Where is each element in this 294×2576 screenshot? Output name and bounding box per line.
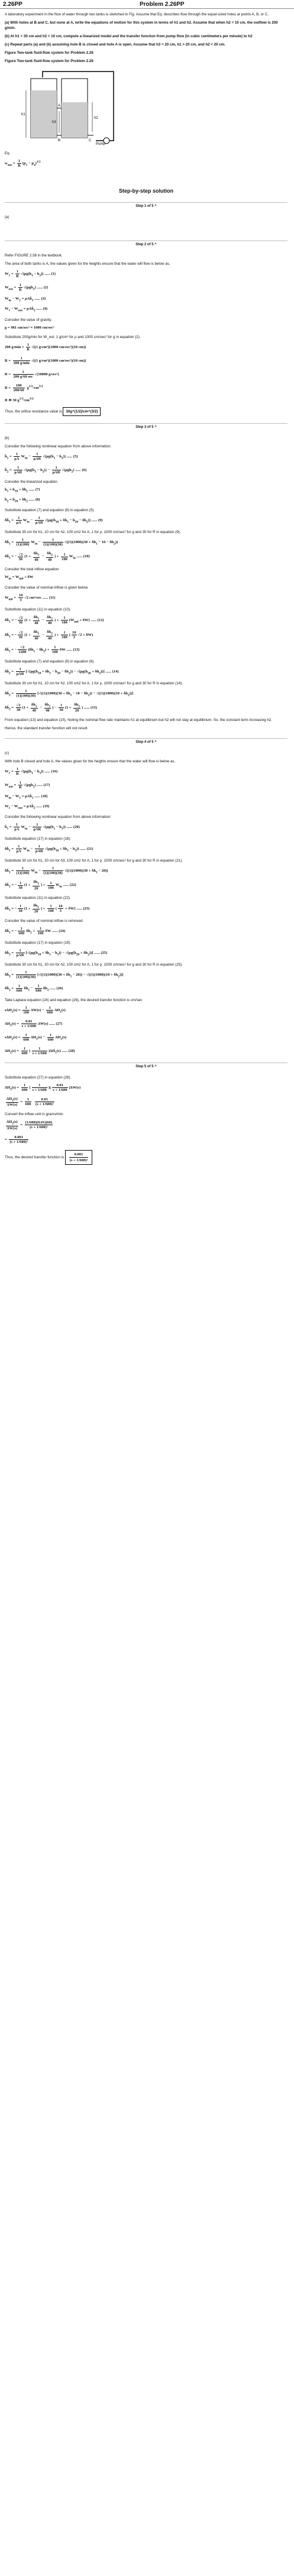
eq-r1: 200 g/min = $\frac{1}{R}$ √((1 g/cm³)(1000 cm/sec²)(10 cm)) xyxy=(5,342,86,352)
step-1-text: (a) xyxy=(5,215,9,219)
eq-29: $\Delta H_2(s)$ = $\frac{1}{600}$ ( $\frac{1}{s + 1/600}$ )( $\frac{0.01}{s + 1/600}$ )ΔW(s) xyxy=(5,1083,81,1093)
step-5-p2: Convert the inflow unit in grams/min. xyxy=(5,1112,64,1117)
top-bar xyxy=(0,0,294,9)
step-4-label: Step 4 of 5 ^ xyxy=(135,740,157,744)
step-3-p8: Substitute equation (7) and equation (8) in equation (6). xyxy=(5,659,95,664)
problem-part-a: (a) With holes at B and C, but none at A, write the equations of motion for this system in terms of h1 and h2. Assume that when h2 = 10 cm, the outflow is 200 g/min. xyxy=(5,21,278,30)
step-4-header[interactable] xyxy=(5,738,287,747)
step-2-p5: Thus, the orifice resistance value is 30g^(1/2)/cm^(3/2) xyxy=(5,407,287,416)
step-4-p1: With hole B closed and hole A, the values given for the heights ensure that the water will flow is below as, xyxy=(5,759,176,764)
step-2-answer: 30g^(1/2)/cm^(3/2) xyxy=(63,407,101,416)
page-content xyxy=(5,12,287,1172)
label-h1: h1 xyxy=(21,113,25,116)
eq-19: $W_1 - W_{out}$ = ρAḣ$_2$ ...... (19) xyxy=(5,804,50,810)
eq-r4: R = $\frac{100}{200/60}$ $g^{1/2}/cm^{3/2}$ xyxy=(5,383,43,392)
eq-22: δḣ$_1$ = − $\frac{1}{30}$ (1 + $\frac{\delta h_1}{20}$ ) + $\frac{1}{100}$ $W_{in}$ ...... (22) xyxy=(5,880,76,891)
eq-25: δḣ$_2$ = $\frac{1}{\text{ρAR}}$ $[√(\rho g(h_{10} + \delta h_1 - h_3)) - √(\rho g(h_{20} + \delta h_2))]$ ...... (25) xyxy=(5,948,108,958)
two-tank-diagram xyxy=(7,67,128,147)
step-2-p2: The area of both tanks is A, the values given for the heights ensure that the water will flow is below as, xyxy=(5,262,170,266)
eq-30: $\frac{\Delta H_2(s)}{\Delta W(s)}$ = $\frac{1}{600}$ $\frac{0.01}{\text{(s + 1/600)²}}$ xyxy=(7,1097,54,1107)
step-4-p5: Substitute equation (11) in equation (22). xyxy=(5,895,71,900)
label-h2: h2 xyxy=(94,116,98,120)
step-2-header[interactable] xyxy=(5,241,287,249)
step-3-p6: Consider the value of nominal inflow is given below. xyxy=(5,585,89,590)
eq-21: δḣ$_1$ = $\frac{1}{\rho A}$ $W_{in}$ − $\frac{1}{\text{ρAR}}$ $√(\rho g(h_{10} + \delta h_1 - h_3))$ ...... (21) xyxy=(5,844,93,854)
label-b: B xyxy=(58,139,61,142)
step-4-p2: Consider the following nonlinear equation from above information: xyxy=(5,815,112,820)
eq-12: δḣ$_1$ = − $\frac{√2}{30}$ (1 + $\frac{\delta h_1}{40}$ − $\frac{\delta h_2}{40}$ ) + $\frac{1}{100}$ $(W_{in0} + \delta W)$ ...... (12) xyxy=(5,615,104,626)
eq-32: = $\frac{0.001}{\text{(s + 1/600)²}}$ xyxy=(5,1135,28,1144)
eq-12a: δḣ$_1$ = − $\frac{√2}{30}$ (1 + $\frac{\delta h_1}{40}$ − $\frac{\delta h_2}{40}$ ) + $\frac{1}{100}$ ( $\frac{10}{3}$ √2 + δW) xyxy=(5,630,93,641)
eq-8: $h_2 = h_{20} + \delta h_2$ ...... (8) xyxy=(5,498,40,503)
eq-20: ḣ$_1$ = $\frac{1}{\rho A}$ $W_{in}$ − $\frac{1}{\text{ρAR}}$ $√(\rho g(h_1 - h_3))$ ...... (20) xyxy=(5,823,80,832)
eq-6: ḣ$_2$ = $\frac{1}{\text{ρAR}}$ $√(\rho g(h_1 - h_2))$ − $\frac{1}{\text{ρAR}}$ √(ρgh$_2$) ...... (6) xyxy=(5,465,87,475)
step-3-p2: Consider the linearized equation. xyxy=(5,479,59,484)
eq-10: δḣ$_1$ = − $\frac{√2}{30}$ (1 + $\frac{\delta h_1}{40}$ − $\frac{\delta h_2}{40}$ ) + $\frac{1}{100}$ $W_{in}$ ...... (10) xyxy=(5,551,90,562)
step-3-p5: Consider the total inflow equation xyxy=(5,567,59,571)
step-4-p8: Substitute 30 cm for h1, 20 cm for h2, 100 cm2 for A, 1 for ρ, 1000 cm/sec² for g and 30 for R in equation (25). xyxy=(5,963,183,967)
eq-7: $h_1 = h_{10} + \delta h_1$ ...... (7) xyxy=(5,487,40,493)
step-1-header[interactable] xyxy=(5,202,287,211)
eq-18: $W_{in} - W_1$ = ρAḣ$_1$ ...... (18) xyxy=(5,794,48,800)
eq-r3: R = $\frac{1}{200 g/60 \sec}$ √(10000 g/sec²) xyxy=(5,369,59,379)
eq-21a: δḣ$_1$ = $\frac{1}{(1)(100)}$ $W_{in}$ − $\frac{1}{(1)(100)(30)}$ $√((1)(1000)(30 + \delta h_1 - 20))$ xyxy=(5,866,108,876)
figure-caption: Figure Two-tank fluid-flow system for Problem 2.26 xyxy=(5,51,93,55)
step-3-p1: Consider the following nonlinear equation from above information: xyxy=(5,444,112,449)
problem-part-b: (b) At h1 = 30 cm and h2 = 10 cm, compute a linearized model and the transfer function from pump flow (in cubic centimeters per minute) to h2 xyxy=(5,34,253,38)
eq-9: δḣ$_1$ = $\frac{1}{\rho A}$ $W_{in}$ − $\frac{1}{\text{ρAR}}$ $√(\rho g(h_{10} + \delta h_1 - h_{20} - \delta h_2))$ ...... (9) xyxy=(5,516,103,525)
eq-15: δḣ$_2$ = $\frac{√2}{30}$ (1 + $\frac{\delta h_1}{40}$ − $\frac{\delta h_2}{40}$ ) − $\frac{1}{30}$ (1 + $\frac{\delta h_2}{20}$ ) ...... (15) xyxy=(5,702,97,713)
label-c: C xyxy=(89,139,92,142)
pump-label: Pump xyxy=(96,142,105,146)
problem-title: Problem 2.26PP xyxy=(140,1,185,8)
step-3-p7: Substitute equation (11) in equation (10). xyxy=(5,607,71,612)
step-4-p7: Substitute equation (17) in equation (19). xyxy=(5,941,72,946)
step-3-p9: Substitute 30 cm for h1, 10 cm for h2, 100 cm2 for A, 1 for ρ, 1000 cm/sec² for g and 30 for R in equation (14). xyxy=(5,681,183,686)
eq-16: $W_1$ = $\frac{1}{R}$ $√(\rho g(h_1 - h_3))$ ...... (16) xyxy=(5,766,58,776)
eq-24: δḣ$_1$ = − $\frac{1}{600}$ $\delta h_1$ + $\frac{1}{100}$ δW ...... (24) xyxy=(5,927,66,936)
eq-31: $\frac{\Delta H_2(s)}{\Delta W(s)}$ = $\frac{(1/600)(0.01)(60)}{\text{(s + 1/600)²}}$ xyxy=(7,1120,53,1131)
eq-14a: δḣ$_2$ = $\frac{1}{(1)(100)(30)}$ $[√((1)(1000)(30 + \delta h_1 - 10 - \delta h_2)) - √((1)(1000)(10 + \delta h_2))]$ xyxy=(5,688,134,698)
eq-23: δḣ$_1$ = − $\frac{1}{30}$ (1 + $\frac{\delta h_1}{20}$ ) + $\frac{1}{100}$ ( $\frac{10}{3}$ + δW) ...... (23) xyxy=(5,903,90,914)
eq-17: $W_{out}$ = $\frac{1}{R}$ √(ρgh$_2$) ...... (17) xyxy=(5,780,50,790)
eq-label: Eq. xyxy=(5,151,11,155)
solution-title: Step-by-step solution xyxy=(119,188,173,194)
step-5-p3: Thus, the desired transfer function is $\frac{0.001}{\text{(s + 1/600)²}}$ xyxy=(5,1149,287,1170)
eq-28a: sΔH$_2$(s) = $\frac{1}{600}$ $\Delta H_1(s)$ − $\frac{1}{600}$ $\Delta H_2(s)$ xyxy=(5,1033,67,1042)
step-4-p0: (c) xyxy=(5,751,9,755)
step-3-header[interactable] xyxy=(5,423,287,432)
label-h3: h3 xyxy=(52,121,56,124)
eq-25a: δḣ$_2$ = $\frac{1}{(1)(100)(30)}$ $[√((1)(1000)(30 + \delta h_1 - 20)) - √((1)(1000)(10 + \delta h_2))]$ xyxy=(5,970,124,980)
problem-intro: A laboratory experiment in the flow of water through two tanks is sketched in Fig. Assume that Eq. describes flow through the equal-sized holes at points A, B, or C. xyxy=(5,12,269,17)
step-3-p11: Hence, the standard transfer function will not result. xyxy=(5,726,89,730)
eq-r5: R ≅ 30 $g^{1/2}/cm^{3/2}$ xyxy=(5,397,34,402)
step-5-p1: Substitute equation (27) in equation (28). xyxy=(5,1076,72,1080)
step-2-p4: Substitute 200g/min for W_out, 1 g/cm³ for ρ and 1000 cm/sec² for g in equation (2). xyxy=(5,334,141,339)
eq-28: $\Delta H_2(s)$ = $\frac{1}{600}$ ( $\frac{1}{s + 1/600}$ )$\Delta H_1(s)$ ...... (28) xyxy=(5,1047,75,1056)
step-4-p3: Substitute equation (17) in equation (18). xyxy=(5,837,72,842)
eq-13: δḣ$_1$ = − $\frac{√2}{1200}$ $(\delta h_1 - \delta h_2)$ + $\frac{1}{100}$ δW ...... (13) xyxy=(5,645,80,654)
eq-gravity: g = 981 cm/sec² ≈ 1000 cm/sec² xyxy=(5,325,54,330)
step-4-p9: Take Laplace equation (24) and equation (26), the desired transfer function is cm/sec xyxy=(5,998,143,1003)
eq-5: ḣ$_1$ = $\frac{1}{\rho A}$ $W_{in}$ − $\frac{1}{\text{ρAR}}$ $√(\rho g(h_1 - h_2))$ ...... (5) xyxy=(5,451,78,461)
problem-number: 2.26PP xyxy=(3,1,22,8)
eq-r2: R = $\frac{1}{200 g/\min}$ √((1 g/cm³)(1000 cm/sec²)(10 cm)) xyxy=(5,356,86,365)
step-2-p1: Refer FIGURE 2.58 in the textbook. xyxy=(5,254,63,258)
step-4-p4: Substitute 30 cm for h1, 20 cm for h3, 100 cm2 for A, 1 for ρ, 1000 cm/sec² for g and 30 for R in equation (21). xyxy=(5,859,183,863)
step-2-label: Step 2 of 5 ^ xyxy=(135,243,157,246)
eq-26: δḣ$_2$ = $\frac{1}{600}$ $\delta h_1$ − $\frac{1}{600}$ $\delta h_2$ ...... (26) xyxy=(5,984,63,993)
eq-total-inflow: $W_{in} = W_{in0} + \delta W$ xyxy=(5,574,34,580)
step-3-p4: Substitute 30 cm for h1, 10 cm for h2, 100 cm2 for A, 1 for ρ, 1000 cm/sec² for g and 30 for R in equation (9). xyxy=(5,530,181,535)
eq-9a: δḣ$_1$ = $\frac{1}{(1)(100)}$ $W_{in}$ − $\frac{1}{(1)(100)(30)}$ $√((1)(1000)(30 + \delta h_1 - 10 - \delta h_2))$ xyxy=(5,538,118,547)
eq-1: $W_1$ = $\frac{1}{R}$ $√(\rho g(h_1 - h_2))$ ...... (1) xyxy=(5,269,56,278)
problem-part-c: (c) Repeat parts (a) and (b) assuming hole B is closed and hole A is open. Assume that h3 = 20 cm, h1 > 20 cm, and h2 < 20 cm. xyxy=(5,43,225,47)
eq-27a: $\Delta H_1(s)$ = $\frac{0.01}{s + 1/600}$ ΔW(s) ...... (27) xyxy=(5,1019,63,1029)
figure-caption-2: Figure Two-tank fluid-flow system for Problem 2.26 xyxy=(5,59,93,63)
eq-4: $W_1 - W_{out}$ = ρAḣ$_2$ ...... (4) xyxy=(5,307,48,313)
eq-2: $W_{out}$ = $\frac{1}{R}$ √(ρgh$_2$) ...... (2) xyxy=(5,283,49,292)
step-3-label: Step 3 of 5 ^ xyxy=(135,425,157,429)
eq-3: $W_{in} - W_1$ = ρAḣ$_1$ ...... (3) xyxy=(5,297,46,303)
outflow-equation: $w_{out}$ = $\frac{1}{R}$ $(p_1 - p_a)^{1/2}$ xyxy=(5,159,41,168)
step-3-p10: From equation (13) and equation (15), Noting the nominal flow rate maintains h1 at equilibrium but h2 will not stay at equilibrium. So, the constant term increasing h2. xyxy=(5,717,272,722)
final-answer: $\frac{0.001}{\text{(s + 1/600)²}}$ xyxy=(65,1150,93,1165)
label-a: A xyxy=(58,104,61,108)
eq-27: sΔH$_1$(s) = $\frac{1}{100}$ ΔW(s) − $\frac{1}{600}$ $\Delta H_1(s)$ xyxy=(5,1006,66,1015)
step-3-p0: (b) xyxy=(5,436,9,440)
eq-11: $W_{in0}$ = $\frac{10}{3}$ √2 cm³/sec ...... (11) xyxy=(5,593,56,602)
step-5-header[interactable] xyxy=(5,1063,287,1071)
step-5-label: Step 5 of 5 ^ xyxy=(135,1065,157,1069)
step-1-label: Step 1 of 5 ^ xyxy=(135,204,157,208)
eq-14: δḣ$_2$ = $\frac{1}{\text{ρAR}}$ $[√(\rho g(h_{10} + \delta h_1 - h_{20} - \delta h_2)) - √(\rho g(h_{20} + \delta h_2))]$ ...... (14) xyxy=(5,667,119,676)
step-4-p6: Consider the value of nominal inflow is removed. xyxy=(5,919,84,924)
step-3-p3: Substitute equation (7) and equation (8) in equation (5). xyxy=(5,508,95,513)
step-2-p3: Consider the value of gravity. xyxy=(5,317,52,322)
two-tank-figure xyxy=(7,67,128,147)
